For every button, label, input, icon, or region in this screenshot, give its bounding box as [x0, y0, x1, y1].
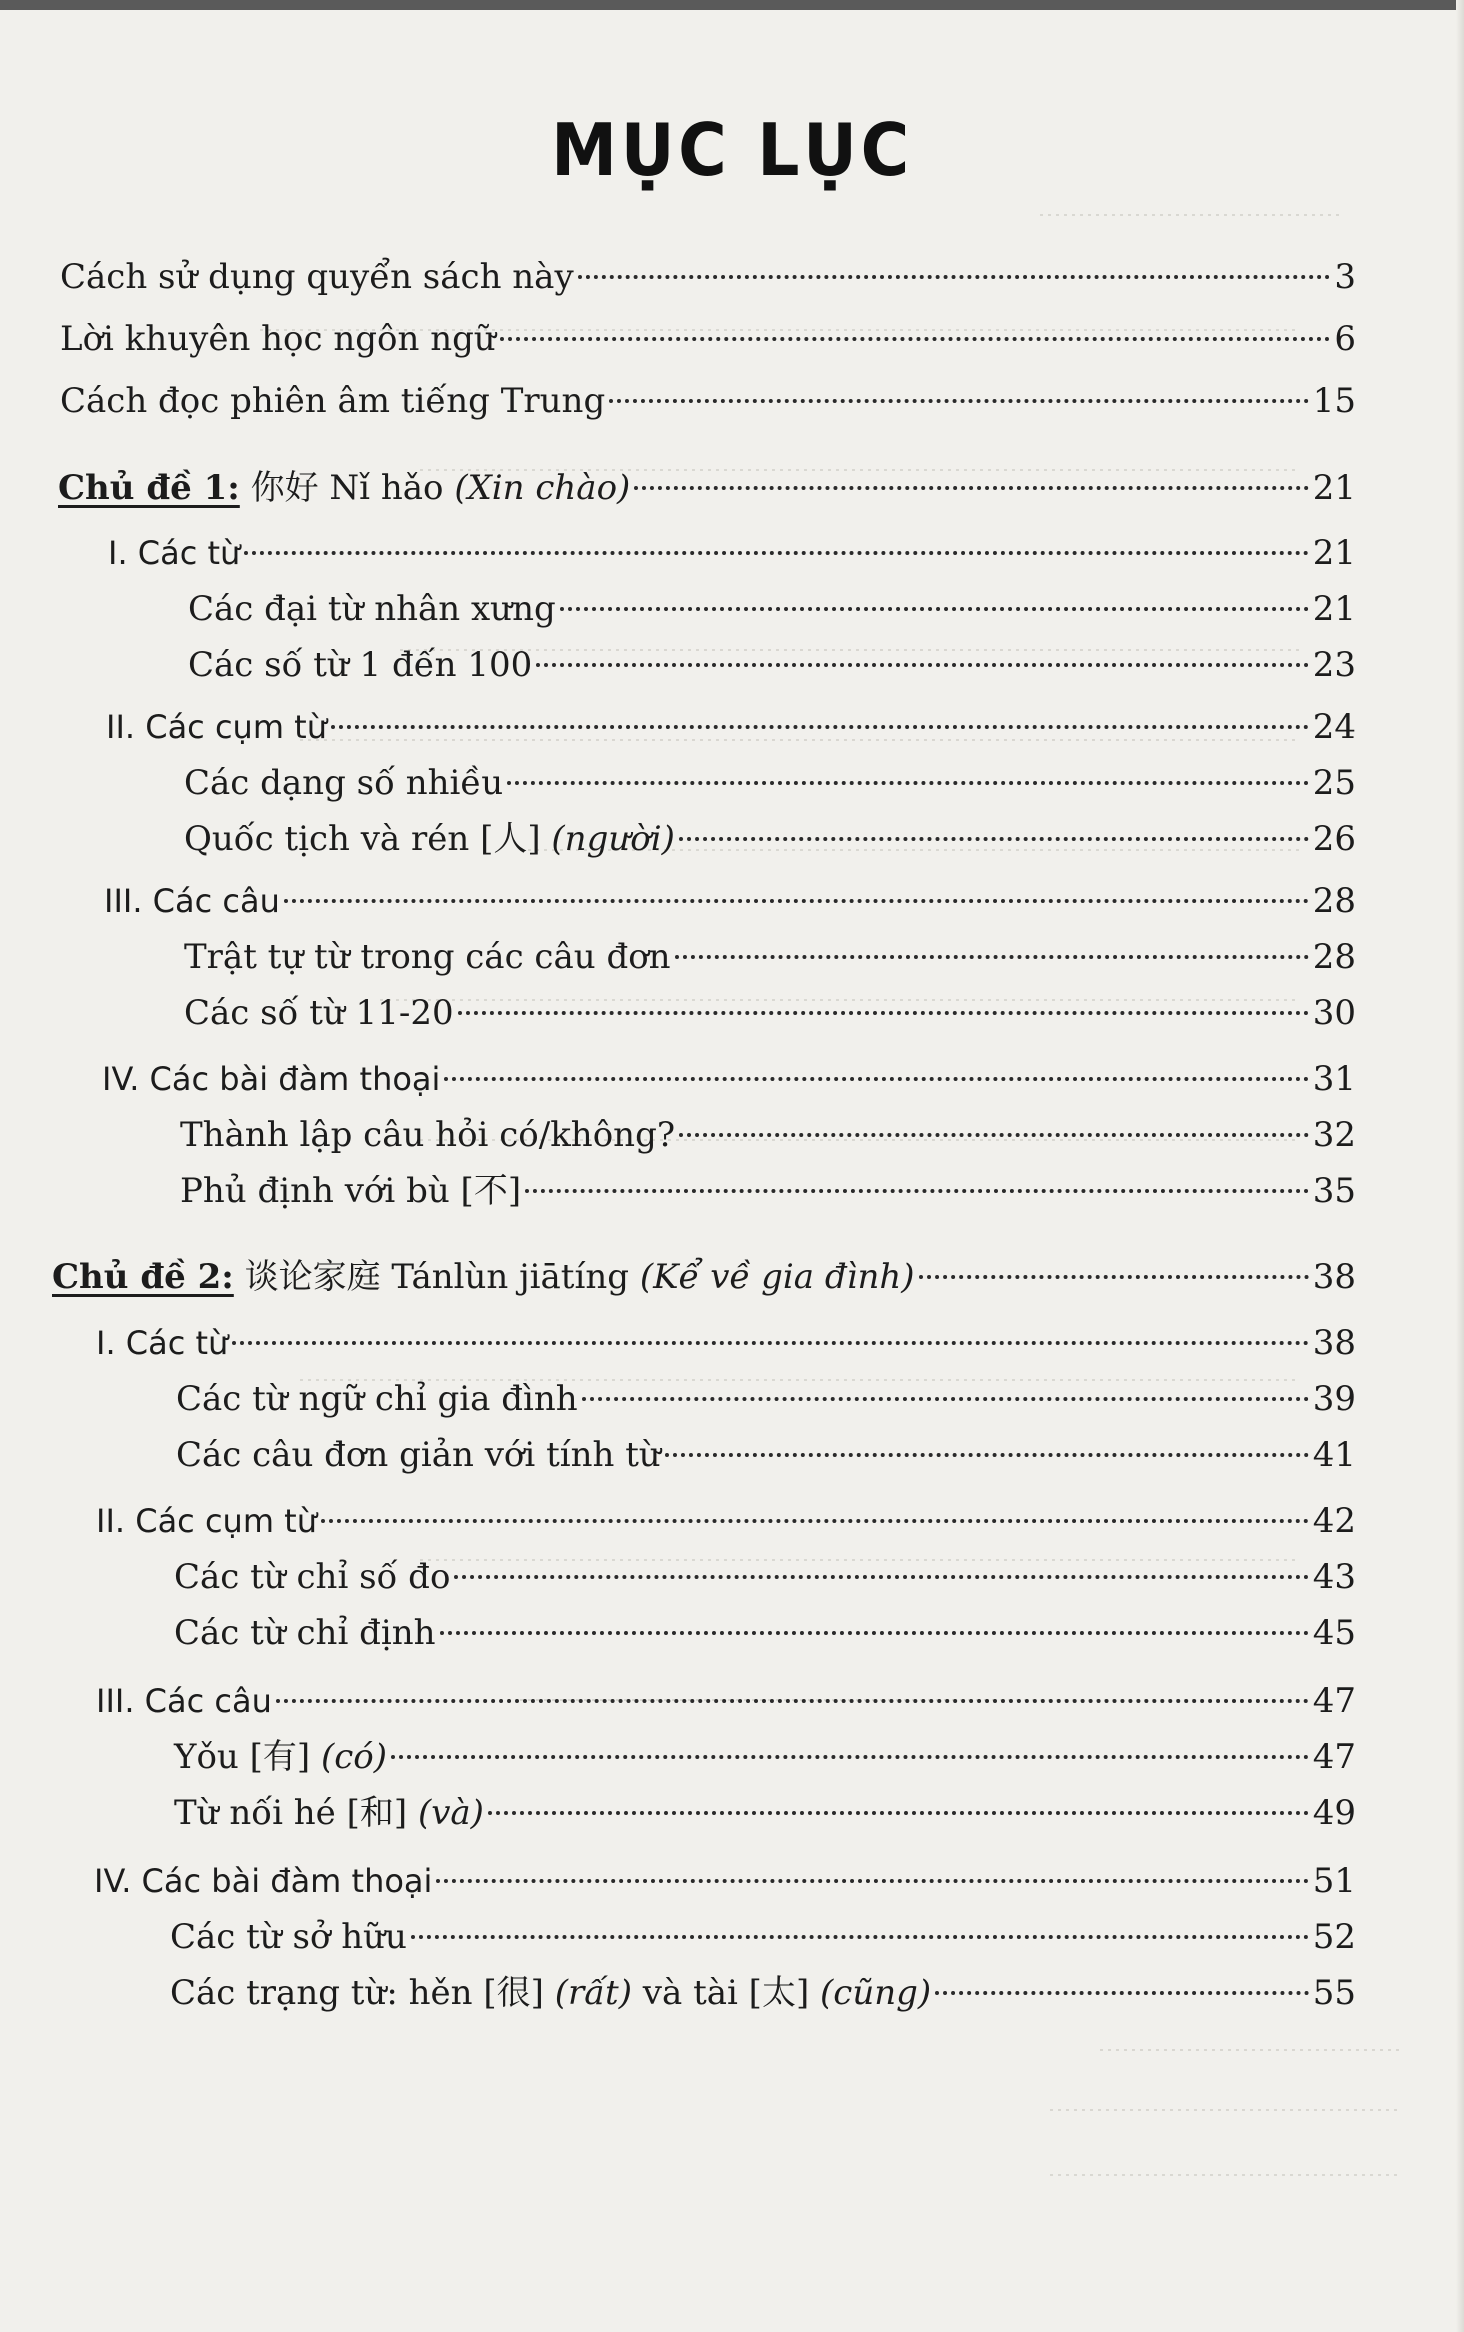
dot-leader [276, 1699, 1309, 1703]
chapter-meaning: (Kể về gia đình) [639, 1257, 915, 1297]
label-hanzi: 很 [496, 1973, 531, 2013]
toc-subsection[interactable] [184, 758, 1356, 808]
toc-subsection[interactable] [184, 814, 1356, 864]
section-label: II. Các cụm từ [106, 708, 327, 746]
dot-leader [284, 899, 1309, 903]
dot-leader [507, 781, 1309, 785]
section-label: IV. Các bài đàm thoại [94, 1862, 433, 1900]
label-hanzi: 有 [262, 1737, 297, 1777]
toc-page-number: 45 [1312, 1613, 1356, 1653]
toc-page-number: 31 [1312, 1059, 1356, 1099]
label-hanzi: 和 [359, 1793, 394, 1833]
toc-subsection[interactable] [174, 1732, 1356, 1782]
label-hanzi: 不 [473, 1171, 508, 1211]
dot-leader [609, 399, 1309, 403]
subsection-label [184, 814, 675, 864]
chapter-meaning: (Xin chào) [454, 468, 631, 508]
subsection-label: Các số từ 11-20 [184, 993, 454, 1033]
subsection-label [170, 1968, 931, 2018]
label-text: Yǒu [ [174, 1737, 263, 1777]
subsection-label: Trật tự từ trong các câu đơn [184, 937, 671, 977]
dot-leader [444, 1077, 1308, 1081]
chapter-2-heading[interactable] [52, 1252, 1356, 1302]
label-hanzi: 人 [493, 819, 528, 859]
dot-leader [454, 1575, 1308, 1579]
label-text: Từ nối hé [ [174, 1793, 360, 1833]
section-label: I. Các từ [108, 534, 241, 572]
dot-leader [411, 1935, 1309, 1939]
toc-page-number: 35 [1312, 1171, 1356, 1211]
toc-subsection[interactable] [180, 1110, 1356, 1160]
toc-subsection[interactable] [174, 1788, 1356, 1838]
toc-page-number: 47 [1312, 1737, 1356, 1777]
toc-subsection[interactable] [170, 1912, 1356, 1962]
toc-subsection[interactable] [174, 1608, 1356, 1658]
dot-leader [675, 955, 1309, 959]
subsection-label: Các từ ngữ chỉ gia đình [176, 1379, 578, 1419]
chapter-1-heading[interactable] [58, 463, 1356, 513]
toc-page-number: 21 [1312, 533, 1356, 573]
toc-entry-label: Cách đọc phiên âm tiếng Trung [60, 381, 606, 421]
toc-entry[interactable] [60, 314, 1356, 364]
dot-leader [679, 1133, 1309, 1137]
toc-page-number: 43 [1312, 1557, 1356, 1597]
dot-leader [458, 1011, 1309, 1015]
chapter-pinyin: Tánlùn jiātíng [391, 1257, 629, 1297]
toc-entry-label: Cách sử dụng quyển sách này [60, 257, 574, 297]
label-text: ] [795, 1973, 810, 2013]
dot-leader [244, 551, 1308, 555]
label-gloss: (có) [320, 1737, 388, 1777]
toc-section[interactable] [96, 1496, 1356, 1546]
section-label: II. Các cụm từ [96, 1502, 317, 1540]
subsection-label [180, 1166, 521, 1216]
label-text: Quốc tịch và rén [ [184, 819, 494, 859]
toc-section[interactable] [108, 528, 1356, 578]
label-hanzi: 太 [761, 1973, 796, 2013]
subsection-label: Các dạng số nhiều [184, 763, 504, 803]
label-text: ] [296, 1737, 311, 1777]
toc-subsection[interactable] [184, 932, 1356, 982]
dot-leader [321, 1519, 1309, 1523]
toc-page-number: 38 [1312, 1323, 1356, 1363]
section-label: IV. Các bài đàm thoại [102, 1060, 441, 1098]
dot-leader [935, 1991, 1309, 1995]
dot-leader [232, 1341, 1308, 1345]
section-label: I. Các từ [96, 1324, 229, 1362]
chapter-title [52, 1252, 915, 1302]
label-text: ] [507, 1171, 522, 1211]
toc-subsection[interactable] [174, 1552, 1356, 1602]
label-gloss: (rất) [554, 1973, 632, 2013]
subsection-label [174, 1788, 484, 1838]
toc-page-number: 32 [1312, 1115, 1356, 1155]
subsection-label [174, 1732, 387, 1782]
subsection-label: Các đại từ nhân xưng [188, 589, 556, 629]
label-text: ] [393, 1793, 408, 1833]
toc-section[interactable] [94, 1856, 1356, 1906]
subsection-label: Thành lập câu hỏi có/không? [180, 1115, 676, 1155]
toc-page-number: 26 [1312, 819, 1356, 859]
toc-subsection[interactable] [176, 1374, 1356, 1424]
dot-leader [525, 1189, 1309, 1193]
subsection-label: Các câu đơn giản với tính từ [176, 1435, 661, 1475]
subsection-label: Các từ chỉ định [174, 1613, 436, 1653]
toc-page-number: 47 [1312, 1681, 1356, 1721]
chapter-hanzi: 你好 [250, 468, 319, 508]
toc-subsection[interactable] [180, 1166, 1356, 1216]
toc-page-number: 23 [1312, 645, 1356, 685]
section-label: III. Các câu [104, 882, 280, 920]
toc-page-number: 25 [1312, 763, 1356, 803]
toc-subsection[interactable] [170, 1968, 1356, 2018]
chapter-pinyin: Nǐ hǎo [329, 468, 444, 508]
toc-page-number: 52 [1312, 1917, 1356, 1957]
chapter-prefix: Chủ đề 1: [58, 468, 240, 508]
toc-section[interactable] [96, 1318, 1356, 1368]
dot-leader [331, 725, 1309, 729]
page-title: MỤC LỤC [551, 108, 913, 192]
toc-page-number: 30 [1312, 993, 1356, 1033]
dot-leader [391, 1755, 1309, 1759]
toc-page-number: 6 [1334, 319, 1356, 359]
subsection-label: Các số từ 1 đến 100 [188, 645, 533, 685]
label-gloss: (người) [551, 819, 675, 859]
toc-section[interactable] [102, 1054, 1356, 1104]
toc-page-number: 55 [1312, 1973, 1356, 2013]
subsection-label: Các từ sở hữu [170, 1917, 407, 1957]
dot-leader [560, 607, 1309, 611]
toc-section[interactable] [106, 702, 1356, 752]
label-text: và tài [ [642, 1973, 762, 2013]
toc-entry[interactable] [60, 376, 1356, 426]
toc-page-number: 39 [1312, 1379, 1356, 1419]
toc-page-number: 3 [1334, 257, 1356, 297]
toc-page-number: 41 [1312, 1435, 1356, 1475]
label-gloss: (cũng) [820, 1973, 932, 2013]
toc-page-number: 38 [1312, 1257, 1356, 1297]
toc-page-number: 15 [1312, 381, 1356, 421]
chapter-prefix: Chủ đề 2: [52, 1257, 234, 1297]
label-gloss: (và) [417, 1793, 484, 1833]
dot-leader [436, 1879, 1308, 1883]
toc-page-number: 21 [1312, 468, 1356, 508]
chapter-title [58, 463, 630, 513]
toc-page-number: 28 [1312, 881, 1356, 921]
toc-subsection[interactable] [188, 584, 1356, 634]
chapter-hanzi: 谈论家庭 [244, 1257, 381, 1297]
toc-section[interactable] [104, 876, 1356, 926]
toc-subsection[interactable] [176, 1430, 1356, 1480]
label-text: ] [530, 1973, 544, 2013]
section-label: III. Các câu [96, 1682, 272, 1720]
label-text: ] [527, 819, 541, 859]
label-text: Các trạng từ: hěn [ [170, 1973, 497, 2013]
dot-leader [440, 1631, 1309, 1635]
dot-leader [919, 1275, 1309, 1279]
toc-entry-label: Lời khuyên học ngôn ngữ [60, 319, 496, 359]
dot-leader [679, 837, 1309, 841]
subsection-label: Các từ chỉ số đo [174, 1557, 451, 1597]
toc-page-number: 28 [1312, 937, 1356, 977]
dot-leader [500, 337, 1331, 341]
dot-leader [582, 1397, 1309, 1401]
toc-section[interactable] [96, 1676, 1356, 1726]
toc-page-number: 42 [1312, 1501, 1356, 1541]
toc-subsection[interactable] [188, 640, 1356, 690]
toc-subsection[interactable] [184, 988, 1356, 1038]
label-text: Phủ định với bù [ [180, 1171, 474, 1211]
dot-leader [578, 275, 1331, 279]
toc-page-number: 49 [1312, 1793, 1356, 1833]
toc-page-number: 24 [1312, 707, 1356, 747]
toc-page-number: 21 [1312, 589, 1356, 629]
dot-leader [488, 1811, 1309, 1815]
dot-leader [536, 663, 1308, 667]
dot-leader [665, 1453, 1309, 1457]
dot-leader [634, 486, 1308, 490]
toc-page-number: 51 [1312, 1861, 1356, 1901]
toc-entry[interactable] [60, 252, 1356, 302]
